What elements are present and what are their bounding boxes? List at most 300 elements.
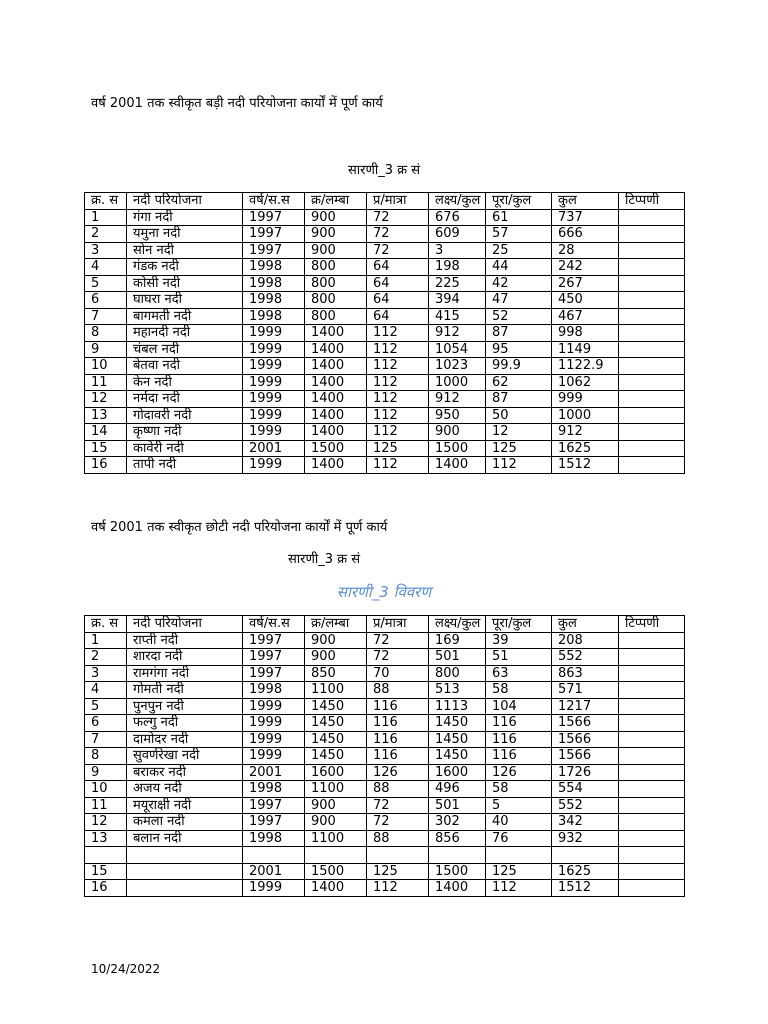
table-cell bbox=[619, 209, 685, 226]
table-cell: 1450 bbox=[305, 698, 367, 715]
table-cell: 112 bbox=[367, 341, 429, 358]
table-cell: 125 bbox=[367, 863, 429, 880]
column-header: क्र. स bbox=[85, 616, 127, 633]
table-cell bbox=[619, 847, 685, 864]
table-cell: 1149 bbox=[552, 341, 619, 358]
column-header: नदी परियोजना bbox=[127, 193, 243, 210]
table-cell: 1997 bbox=[243, 209, 305, 226]
table-cell: 1997 bbox=[243, 797, 305, 814]
column-header: वर्ष/स.स bbox=[243, 616, 305, 633]
table-cell: 450 bbox=[552, 292, 619, 309]
table-cell: पुनपुन नदी bbox=[127, 698, 243, 715]
table-cell: 609 bbox=[429, 226, 486, 243]
table-row bbox=[85, 325, 685, 342]
table-cell bbox=[552, 847, 619, 864]
table-cell: कावेरी नदी bbox=[127, 440, 243, 457]
table-cell: 1999 bbox=[243, 424, 305, 441]
table-cell bbox=[619, 781, 685, 798]
project-table-1 bbox=[84, 192, 685, 474]
column-header: कुल bbox=[552, 616, 619, 633]
table-row bbox=[85, 698, 685, 715]
table-cell: 800 bbox=[429, 665, 486, 682]
table-cell: 12 bbox=[486, 424, 552, 441]
table-cell: बराकर नदी bbox=[127, 764, 243, 781]
table-cell: 3 bbox=[85, 242, 127, 259]
table-cell: 552 bbox=[552, 649, 619, 666]
table-cell: 1122.9 bbox=[552, 358, 619, 375]
table-cell: 1113 bbox=[429, 698, 486, 715]
table-cell: 61 bbox=[486, 209, 552, 226]
table-cell: 9 bbox=[85, 341, 127, 358]
table-cell: 1998 bbox=[243, 292, 305, 309]
table-cell: 950 bbox=[429, 407, 486, 424]
table-cell: 1512 bbox=[552, 457, 619, 474]
table-cell: 2 bbox=[85, 649, 127, 666]
table1-caption: सारणी_3 क्र सं bbox=[347, 163, 421, 178]
table-cell: 11 bbox=[85, 374, 127, 391]
table-cell: 112 bbox=[367, 457, 429, 474]
table-cell: 50 bbox=[486, 407, 552, 424]
table-cell: 88 bbox=[367, 830, 429, 847]
table-cell: 44 bbox=[486, 259, 552, 276]
table-cell: 1512 bbox=[552, 880, 619, 897]
table-cell: 25 bbox=[486, 242, 552, 259]
table-cell: 501 bbox=[429, 649, 486, 666]
table-cell: 51 bbox=[486, 649, 552, 666]
table-cell: 1450 bbox=[429, 748, 486, 765]
table-cell: 1500 bbox=[305, 440, 367, 457]
table-cell: 1997 bbox=[243, 649, 305, 666]
table-cell: 467 bbox=[552, 308, 619, 325]
column-header: क्र. स bbox=[85, 193, 127, 210]
table-cell: यमुना नदी bbox=[127, 226, 243, 243]
table-cell: 1400 bbox=[305, 341, 367, 358]
table-cell bbox=[619, 259, 685, 276]
table-cell: 112 bbox=[367, 358, 429, 375]
table-row bbox=[85, 781, 685, 798]
footer-date: 10/24/2022 bbox=[91, 962, 161, 976]
table-cell: 72 bbox=[367, 814, 429, 831]
table-cell: 126 bbox=[367, 764, 429, 781]
table-cell bbox=[619, 764, 685, 781]
table-cell: 125 bbox=[486, 440, 552, 457]
table-cell: बागमती नदी bbox=[127, 308, 243, 325]
table-cell bbox=[429, 847, 486, 864]
table-cell: 1500 bbox=[429, 440, 486, 457]
table-cell: 1566 bbox=[552, 748, 619, 765]
table-cell: नर्मदा नदी bbox=[127, 391, 243, 408]
table-cell: 999 bbox=[552, 391, 619, 408]
table-cell: 1400 bbox=[305, 880, 367, 897]
table-cell: 496 bbox=[429, 781, 486, 798]
table-cell: तापी नदी bbox=[127, 457, 243, 474]
table-cell: 850 bbox=[305, 665, 367, 682]
table-cell: 900 bbox=[305, 242, 367, 259]
table-cell: 1566 bbox=[552, 715, 619, 732]
table-row bbox=[85, 880, 685, 897]
table-cell: 394 bbox=[429, 292, 486, 309]
table-cell: 9 bbox=[85, 764, 127, 781]
table-cell: 15 bbox=[85, 440, 127, 457]
table-cell: 88 bbox=[367, 682, 429, 699]
table2-caption: सारणी_3 क्र सं bbox=[288, 552, 361, 567]
table-cell: 1400 bbox=[305, 457, 367, 474]
table-cell: 900 bbox=[305, 814, 367, 831]
table-row bbox=[85, 242, 685, 259]
table-cell: गंगा नदी bbox=[127, 209, 243, 226]
table-cell: 900 bbox=[429, 424, 486, 441]
table-cell: 242 bbox=[552, 259, 619, 276]
table-cell: 267 bbox=[552, 275, 619, 292]
table-cell: 40 bbox=[486, 814, 552, 831]
table-cell: 7 bbox=[85, 731, 127, 748]
table-cell: 1998 bbox=[243, 259, 305, 276]
table-cell bbox=[619, 325, 685, 342]
table-cell: 1023 bbox=[429, 358, 486, 375]
table-cell: 1997 bbox=[243, 665, 305, 682]
table-cell: 1450 bbox=[429, 731, 486, 748]
table-cell: 1726 bbox=[552, 764, 619, 781]
table-row bbox=[85, 209, 685, 226]
table-cell: 116 bbox=[367, 715, 429, 732]
table-cell bbox=[619, 292, 685, 309]
table-cell: 1566 bbox=[552, 731, 619, 748]
table-cell: 1450 bbox=[305, 731, 367, 748]
column-header: प्र/मात्रा bbox=[367, 193, 429, 210]
table-cell bbox=[619, 632, 685, 649]
table-cell: 1999 bbox=[243, 325, 305, 342]
table-cell: 72 bbox=[367, 226, 429, 243]
table-cell bbox=[619, 374, 685, 391]
table-cell: 4 bbox=[85, 682, 127, 699]
table-row bbox=[85, 308, 685, 325]
table-cell: 342 bbox=[552, 814, 619, 831]
table-row bbox=[85, 341, 685, 358]
table-cell: बलान नदी bbox=[127, 830, 243, 847]
table-cell: 900 bbox=[305, 649, 367, 666]
table-row bbox=[85, 457, 685, 474]
table-cell: 72 bbox=[367, 649, 429, 666]
table-cell bbox=[127, 880, 243, 897]
table-header-row bbox=[85, 616, 685, 633]
table-cell: 1100 bbox=[305, 781, 367, 798]
table-cell: 10 bbox=[85, 781, 127, 798]
table-cell bbox=[619, 275, 685, 292]
table-cell: 225 bbox=[429, 275, 486, 292]
column-header: टिप्पणी bbox=[619, 193, 685, 210]
table-cell: 3 bbox=[429, 242, 486, 259]
table-cell bbox=[619, 665, 685, 682]
table-cell: 72 bbox=[367, 242, 429, 259]
table-cell: 7 bbox=[85, 308, 127, 325]
table-cell: 900 bbox=[305, 226, 367, 243]
table-cell: 1997 bbox=[243, 632, 305, 649]
table-row bbox=[85, 649, 685, 666]
table-cell: 1 bbox=[85, 632, 127, 649]
table-cell: 198 bbox=[429, 259, 486, 276]
table-cell: 5 bbox=[85, 698, 127, 715]
table-cell: 3 bbox=[85, 665, 127, 682]
table-cell: 1500 bbox=[429, 863, 486, 880]
table-cell: 5 bbox=[85, 275, 127, 292]
table-row bbox=[85, 797, 685, 814]
table-cell bbox=[619, 407, 685, 424]
table-cell bbox=[619, 830, 685, 847]
table-cell bbox=[619, 698, 685, 715]
table-cell bbox=[619, 863, 685, 880]
table-row bbox=[85, 748, 685, 765]
column-header: टिप्पणी bbox=[619, 616, 685, 633]
section2-heading: वर्ष 2001 तक स्वीकृत छोटी नदी परियोजना कार्यों में पूर्ण कार्य bbox=[91, 520, 388, 535]
table-cell: 1400 bbox=[305, 358, 367, 375]
table-cell: 1500 bbox=[305, 863, 367, 880]
table-cell: 95 bbox=[486, 341, 552, 358]
table-row bbox=[85, 440, 685, 457]
table-cell: गोमती नदी bbox=[127, 682, 243, 699]
table-cell: 5 bbox=[486, 797, 552, 814]
table-cell: मयूराक्षी नदी bbox=[127, 797, 243, 814]
table-cell: 1999 bbox=[243, 341, 305, 358]
table-cell: 1625 bbox=[552, 863, 619, 880]
table-cell: 1600 bbox=[305, 764, 367, 781]
table-cell: 1400 bbox=[429, 880, 486, 897]
table-cell: अजय नदी bbox=[127, 781, 243, 798]
column-header: कुल bbox=[552, 193, 619, 210]
table-cell bbox=[619, 391, 685, 408]
table-cell: 1997 bbox=[243, 814, 305, 831]
table-cell bbox=[619, 424, 685, 441]
table-cell: 112 bbox=[486, 880, 552, 897]
table-cell: 8 bbox=[85, 748, 127, 765]
table-cell: 1999 bbox=[243, 880, 305, 897]
table-cell: 76 bbox=[486, 830, 552, 847]
table-cell bbox=[619, 341, 685, 358]
table-cell: शारदा नदी bbox=[127, 649, 243, 666]
table-cell bbox=[619, 440, 685, 457]
table-row bbox=[85, 391, 685, 408]
table-cell: 998 bbox=[552, 325, 619, 342]
table-cell bbox=[127, 847, 243, 864]
table-cell: 112 bbox=[367, 325, 429, 342]
table-cell: फल्गु नदी bbox=[127, 715, 243, 732]
table-cell: 1217 bbox=[552, 698, 619, 715]
table-cell: 1997 bbox=[243, 226, 305, 243]
table-cell bbox=[619, 797, 685, 814]
column-header: क्र/लम्बा bbox=[305, 616, 367, 633]
table-cell bbox=[367, 847, 429, 864]
table-cell: 70 bbox=[367, 665, 429, 682]
table-cell: 1998 bbox=[243, 308, 305, 325]
table-cell: 1400 bbox=[305, 374, 367, 391]
table-cell bbox=[619, 226, 685, 243]
table-cell: 42 bbox=[486, 275, 552, 292]
table-cell bbox=[619, 715, 685, 732]
table-cell: बेतवा नदी bbox=[127, 358, 243, 375]
table-cell: 57 bbox=[486, 226, 552, 243]
table-cell: 1400 bbox=[305, 424, 367, 441]
table-row bbox=[85, 764, 685, 781]
table-cell bbox=[619, 358, 685, 375]
table-cell: दामोदर नदी bbox=[127, 731, 243, 748]
table-cell: 116 bbox=[367, 698, 429, 715]
table-cell: 2001 bbox=[243, 764, 305, 781]
table-cell: 8 bbox=[85, 325, 127, 342]
table-cell: गंडक नदी bbox=[127, 259, 243, 276]
table-cell: कोसी नदी bbox=[127, 275, 243, 292]
table-cell: 737 bbox=[552, 209, 619, 226]
table-cell: 112 bbox=[367, 374, 429, 391]
table-cell: 64 bbox=[367, 275, 429, 292]
table-cell: 39 bbox=[486, 632, 552, 649]
table-cell: 1100 bbox=[305, 830, 367, 847]
table-cell bbox=[619, 814, 685, 831]
table-row bbox=[85, 275, 685, 292]
table-row bbox=[85, 424, 685, 441]
table-cell: 125 bbox=[367, 440, 429, 457]
table-cell bbox=[619, 308, 685, 325]
table-row bbox=[85, 715, 685, 732]
table-cell: 932 bbox=[552, 830, 619, 847]
table-cell bbox=[619, 731, 685, 748]
table-cell: 1000 bbox=[429, 374, 486, 391]
table-cell: 1998 bbox=[243, 830, 305, 847]
table-cell: 1054 bbox=[429, 341, 486, 358]
table-cell: 87 bbox=[486, 325, 552, 342]
table-cell: 112 bbox=[486, 457, 552, 474]
table-cell: 64 bbox=[367, 308, 429, 325]
table-cell: 1998 bbox=[243, 275, 305, 292]
table-cell: 63 bbox=[486, 665, 552, 682]
table-cell: 2001 bbox=[243, 863, 305, 880]
table-cell: 554 bbox=[552, 781, 619, 798]
table-cell: 58 bbox=[486, 781, 552, 798]
table-cell: 99.9 bbox=[486, 358, 552, 375]
table-cell: गोदावरी नदी bbox=[127, 407, 243, 424]
table-cell bbox=[619, 682, 685, 699]
table-cell: 800 bbox=[305, 275, 367, 292]
table-cell: 302 bbox=[429, 814, 486, 831]
table-cell: महानदी नदी bbox=[127, 325, 243, 342]
table-cell bbox=[619, 242, 685, 259]
table-cell: 912 bbox=[552, 424, 619, 441]
table-cell bbox=[127, 863, 243, 880]
table-cell: 1450 bbox=[429, 715, 486, 732]
table-cell: 1999 bbox=[243, 391, 305, 408]
table-cell: 4 bbox=[85, 259, 127, 276]
table-cell: 1999 bbox=[243, 748, 305, 765]
table-cell: 116 bbox=[486, 731, 552, 748]
table-row bbox=[85, 632, 685, 649]
table-cell: 1998 bbox=[243, 781, 305, 798]
table-row bbox=[85, 358, 685, 375]
table-cell: 169 bbox=[429, 632, 486, 649]
table-cell: 72 bbox=[367, 209, 429, 226]
table-cell: 571 bbox=[552, 682, 619, 699]
table-cell: 1999 bbox=[243, 698, 305, 715]
table-row bbox=[85, 292, 685, 309]
table-row bbox=[85, 863, 685, 880]
table-cell: 116 bbox=[367, 748, 429, 765]
column-header: लक्ष्य/कुल bbox=[429, 193, 486, 210]
table-cell: 1999 bbox=[243, 731, 305, 748]
table-cell: 1600 bbox=[429, 764, 486, 781]
table-cell: 112 bbox=[367, 424, 429, 441]
project-table-2 bbox=[84, 615, 685, 897]
column-header: पूरा/कुल bbox=[486, 193, 552, 210]
table-cell: 13 bbox=[85, 830, 127, 847]
table-row bbox=[85, 665, 685, 682]
table-row bbox=[85, 847, 685, 864]
table-cell: 800 bbox=[305, 308, 367, 325]
table-cell: 72 bbox=[367, 632, 429, 649]
table-cell: 28 bbox=[552, 242, 619, 259]
table-cell bbox=[619, 649, 685, 666]
column-header: नदी परियोजना bbox=[127, 616, 243, 633]
table-cell: 912 bbox=[429, 391, 486, 408]
table-row bbox=[85, 374, 685, 391]
table-row bbox=[85, 259, 685, 276]
table-cell: 900 bbox=[305, 209, 367, 226]
table-cell: 112 bbox=[367, 880, 429, 897]
table-cell: 72 bbox=[367, 797, 429, 814]
table-cell: 1999 bbox=[243, 374, 305, 391]
table-cell bbox=[486, 847, 552, 864]
column-header: क्र/लम्बा bbox=[305, 193, 367, 210]
table-row bbox=[85, 407, 685, 424]
table-cell: 676 bbox=[429, 209, 486, 226]
table-cell: 415 bbox=[429, 308, 486, 325]
table-cell: 1999 bbox=[243, 358, 305, 375]
table-cell: कृष्णा नदी bbox=[127, 424, 243, 441]
table-cell: रामगंगा नदी bbox=[127, 665, 243, 682]
table-cell: 125 bbox=[486, 863, 552, 880]
table-cell: 6 bbox=[85, 715, 127, 732]
table-cell: 800 bbox=[305, 292, 367, 309]
column-header: पूरा/कुल bbox=[486, 616, 552, 633]
table-cell: 912 bbox=[429, 325, 486, 342]
table-cell: 863 bbox=[552, 665, 619, 682]
table-cell bbox=[619, 748, 685, 765]
table-cell: 1400 bbox=[305, 391, 367, 408]
table-cell: 15 bbox=[85, 863, 127, 880]
column-header: प्र/मात्रा bbox=[367, 616, 429, 633]
table-cell bbox=[305, 847, 367, 864]
table-cell: 10 bbox=[85, 358, 127, 375]
table-cell: 1400 bbox=[305, 325, 367, 342]
table-cell bbox=[85, 847, 127, 864]
table-cell: 12 bbox=[85, 391, 127, 408]
table-cell: 64 bbox=[367, 292, 429, 309]
table-cell: 552 bbox=[552, 797, 619, 814]
table-cell: 2001 bbox=[243, 440, 305, 457]
table-cell: 11 bbox=[85, 797, 127, 814]
table-cell: 12 bbox=[85, 814, 127, 831]
table-cell: राप्ती नदी bbox=[127, 632, 243, 649]
table-row bbox=[85, 226, 685, 243]
table-cell: 2 bbox=[85, 226, 127, 243]
table-cell: चंबल नदी bbox=[127, 341, 243, 358]
table-cell: 1000 bbox=[552, 407, 619, 424]
table-cell: 1400 bbox=[305, 407, 367, 424]
table-cell: सोन नदी bbox=[127, 242, 243, 259]
table-cell: 62 bbox=[486, 374, 552, 391]
table-cell: 116 bbox=[486, 715, 552, 732]
table-cell: 1450 bbox=[305, 715, 367, 732]
table-cell: कमला नदी bbox=[127, 814, 243, 831]
table-cell: 1999 bbox=[243, 407, 305, 424]
table-cell: 52 bbox=[486, 308, 552, 325]
table-cell: 64 bbox=[367, 259, 429, 276]
